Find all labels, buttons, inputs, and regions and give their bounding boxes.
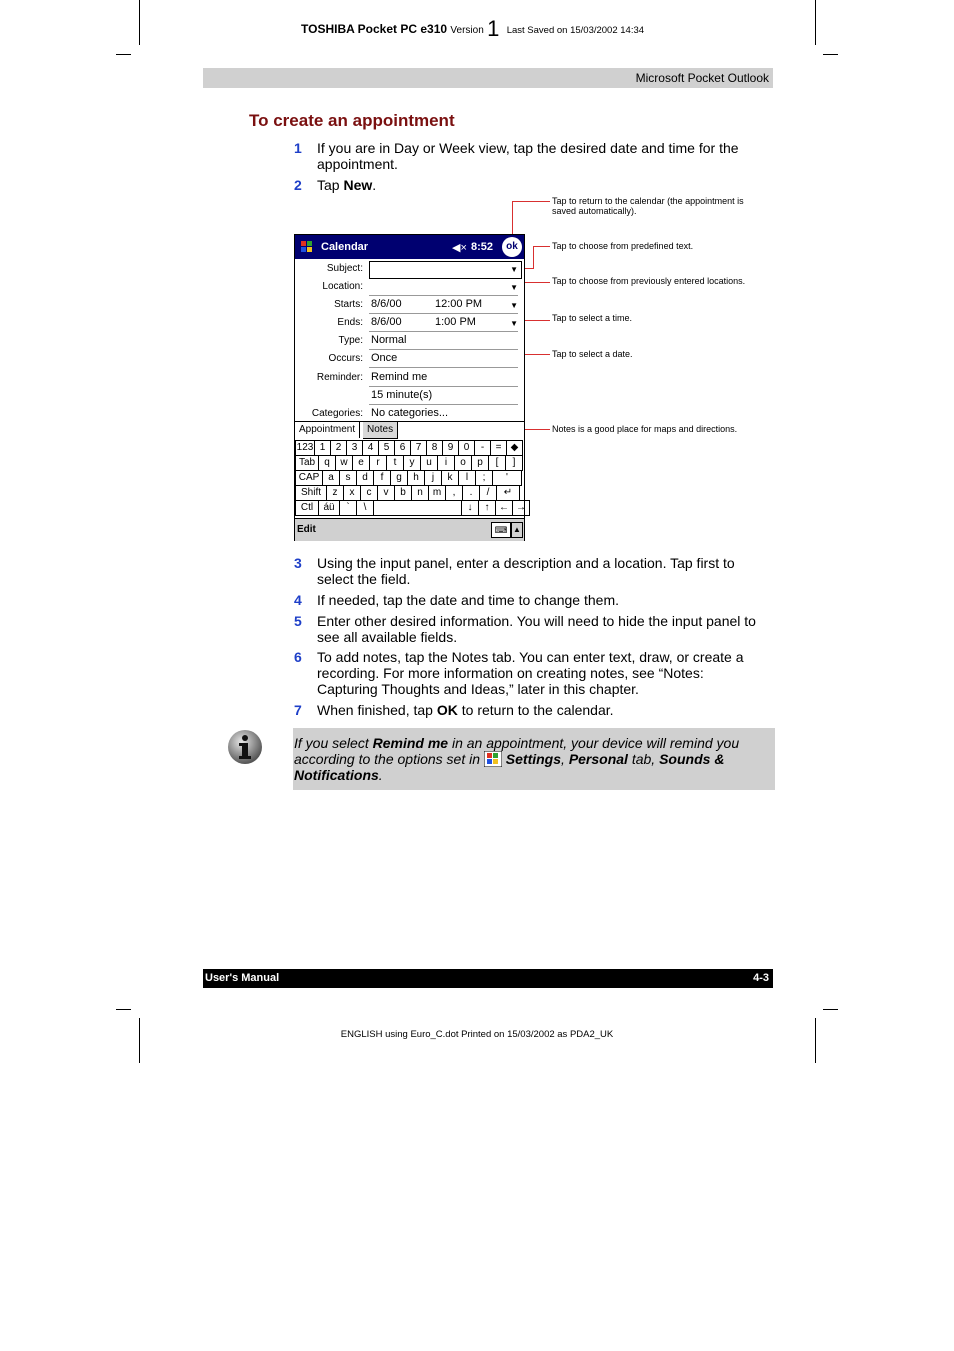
key[interactable]: , [445, 485, 463, 501]
step-number: 3 [294, 555, 302, 571]
occurs-value[interactable]: Once [371, 352, 398, 364]
key[interactable]: t [386, 455, 404, 471]
crop-mark [815, 0, 816, 45]
key[interactable]: a [322, 470, 340, 486]
step-number: 5 [294, 613, 302, 629]
page-number: 4-3 [753, 972, 769, 984]
key[interactable]: Ctl [295, 500, 319, 516]
key[interactable]: - [474, 440, 491, 456]
key[interactable]: . [462, 485, 480, 501]
field-subject[interactable] [295, 260, 524, 278]
field-label: Location: [322, 281, 363, 292]
subject-input[interactable] [369, 261, 522, 279]
dropdown-arrow-icon[interactable]: ▼ [510, 265, 518, 274]
key[interactable]: ] [505, 455, 523, 471]
key[interactable]: c [360, 485, 378, 501]
field-label: Type: [338, 335, 363, 346]
key[interactable]: 3 [346, 440, 363, 456]
version-label: Version [450, 25, 484, 36]
key[interactable]: [ [488, 455, 506, 471]
input-panel-arrow-icon[interactable]: ▲ [511, 522, 523, 538]
field-label: Reminder: [316, 372, 363, 383]
end-date[interactable]: 8/6/00 [371, 316, 402, 328]
key[interactable]: j [424, 470, 442, 486]
key[interactable]: h [407, 470, 425, 486]
key[interactable]: CAP [295, 470, 323, 486]
step-text: To add notes, tap the Notes tab. You can enter text, draw, or create a recording. For more information on creating notes, see “Notes: Capturing Thoughts and Ideas,” later in this chapter. [317, 649, 744, 697]
key[interactable]: áü [318, 500, 340, 516]
type-value[interactable]: Normal [371, 334, 407, 346]
callout-predefined: Tap to choose from predefined text. [552, 241, 694, 251]
key[interactable]: ' [492, 470, 522, 486]
soft-keyboard [295, 440, 524, 518]
callout-line [512, 201, 513, 237]
keyboard-icon[interactable]: ⌨ [491, 522, 511, 538]
field-location[interactable] [295, 278, 524, 296]
key[interactable]: o [454, 455, 472, 471]
key[interactable]: 6 [394, 440, 411, 456]
key[interactable]: 1 [314, 440, 331, 456]
step-text: If needed, tap the date and time to change them. [317, 592, 619, 608]
product-name: TOSHIBA Pocket PC e310 [301, 22, 448, 36]
arrow-up-key[interactable]: ↑ [478, 500, 496, 516]
categories-value[interactable]: No categories... [371, 407, 449, 419]
footer-bar [203, 969, 773, 988]
key[interactable]: 4 [362, 440, 379, 456]
key[interactable]: u [420, 455, 438, 471]
key[interactable]: / [479, 485, 497, 501]
tab-notes[interactable]: Notes [363, 422, 398, 439]
section-bar [203, 68, 773, 88]
edit-menu[interactable]: Edit [297, 524, 316, 535]
field-reminder-time[interactable] [295, 387, 524, 405]
step-text: Enter other desired information. You will need to hide the input panel to see all available fields. [317, 613, 756, 645]
step-text: Tap New. [317, 177, 377, 193]
note-box [293, 728, 775, 790]
footer-left: User's Manual [205, 972, 280, 984]
key[interactable]: b [394, 485, 412, 501]
crop-mark [139, 0, 140, 45]
key[interactable]: q [318, 455, 336, 471]
key[interactable]: k [441, 470, 459, 486]
key[interactable]: 123 [295, 440, 315, 456]
dropdown-arrow-icon[interactable]: ▼ [510, 319, 518, 328]
callout-notes: Notes is a good place for maps and directions. [552, 424, 738, 434]
key[interactable]: w [335, 455, 353, 471]
section-title: Microsoft Pocket Outlook [635, 71, 769, 85]
field-starts[interactable] [295, 296, 524, 314]
crop-mark [116, 1009, 131, 1010]
key[interactable]: y [403, 455, 421, 471]
step-number: 6 [294, 649, 302, 665]
crop-mark [815, 1018, 816, 1063]
step-number: 1 [294, 140, 302, 156]
crop-mark [139, 1018, 140, 1063]
key[interactable]: 5 [378, 440, 395, 456]
ok-button[interactable]: ok [502, 237, 522, 257]
step-number: 2 [294, 177, 302, 193]
print-line: ENGLISH using Euro_C.dot Printed on 15/03/2002 as PDA2_UK [340, 1029, 614, 1040]
field-label: Categories: [311, 408, 363, 419]
key[interactable]: m [428, 485, 446, 501]
callout-date: Tap to select a date. [552, 349, 633, 359]
key[interactable]: Tab [295, 455, 319, 471]
info-icon [227, 729, 263, 765]
step-number: 4 [294, 592, 302, 608]
key[interactable]: Shift [295, 485, 327, 501]
step-text: Using the input panel, enter a description and a location. Tap first to select the field. [317, 555, 735, 587]
tab-appointment[interactable]: Appointment [295, 422, 360, 438]
enter-key[interactable]: ↵ [496, 485, 520, 501]
field-ends[interactable] [295, 314, 524, 332]
key[interactable]: 2 [330, 440, 347, 456]
keyboard-row [295, 455, 522, 470]
crop-mark [823, 54, 838, 55]
arrow-down-key[interactable]: ↓ [461, 500, 479, 516]
field-occurs[interactable] [295, 350, 524, 368]
start-menu-icon[interactable] [298, 238, 316, 256]
key[interactable]: v [377, 485, 395, 501]
step-text: When finished, tap OK to return to the calendar. [317, 702, 614, 718]
field-label: Subject: [326, 263, 363, 274]
callout-line [533, 246, 550, 247]
start-date[interactable]: 8/6/00 [371, 298, 402, 310]
space-key[interactable] [373, 500, 462, 516]
menu-bar [295, 518, 524, 541]
key[interactable]: = [490, 440, 507, 456]
field-label: Occurs: [328, 353, 363, 364]
reminder-time-value[interactable]: 15 minute(s) [371, 389, 433, 401]
field-label: Ends: [337, 317, 363, 328]
last-saved: Last Saved on 15/03/2002 14:34 [506, 25, 645, 36]
key[interactable]: d [356, 470, 374, 486]
key[interactable]: \ [356, 500, 374, 516]
callout-time: Tap to select a time. [552, 313, 633, 323]
key[interactable]: n [411, 485, 429, 501]
speaker-icon[interactable]: ◀× [452, 242, 467, 254]
start-menu-icon [484, 751, 502, 767]
key[interactable]: s [339, 470, 357, 486]
callout-line [533, 246, 534, 268]
key[interactable]: 7 [410, 440, 427, 456]
dropdown-arrow-icon[interactable]: ▼ [510, 301, 518, 310]
key[interactable]: f [373, 470, 391, 486]
field-label: Starts: [334, 299, 363, 310]
arrow-right-key[interactable]: → [512, 500, 530, 516]
start-time[interactable]: 12:00 PM [435, 298, 483, 310]
key[interactable]: ; [475, 470, 493, 486]
title-bar [295, 235, 524, 259]
key[interactable]: e [352, 455, 370, 471]
key[interactable]: x [343, 485, 361, 501]
key[interactable]: 0 [458, 440, 475, 456]
crop-mark [116, 54, 131, 55]
page-heading: To create an appointment [249, 111, 455, 130]
key[interactable]: r [369, 455, 387, 471]
keyboard-row [295, 500, 529, 515]
document-header [301, 13, 644, 39]
callout-line [512, 201, 550, 202]
key[interactable]: i [437, 455, 455, 471]
dropdown-arrow-icon[interactable]: ▼ [510, 283, 518, 292]
step-number: 7 [294, 702, 302, 718]
field-underline [369, 367, 518, 368]
arrow-left-key[interactable]: ← [495, 500, 513, 516]
end-time[interactable]: 1:00 PM [435, 316, 476, 328]
version-number: 1 [487, 16, 500, 41]
key[interactable]: g [390, 470, 408, 486]
keyboard-row [295, 470, 521, 485]
key[interactable]: p [471, 455, 489, 471]
field-type[interactable] [295, 332, 524, 350]
field-reminder[interactable] [295, 369, 524, 387]
clock[interactable]: 8:52 [471, 241, 494, 253]
callout-ok: Tap to return to the calendar (the appointment is saved automatically). [552, 196, 744, 216]
keyboard-row [295, 440, 522, 455]
key[interactable]: l [458, 470, 476, 486]
key[interactable]: z [326, 485, 344, 501]
tab-strip [295, 421, 524, 440]
key[interactable]: ` [339, 500, 357, 516]
backspace-key[interactable]: ◆ [506, 440, 523, 456]
key[interactable]: 9 [442, 440, 459, 456]
key[interactable]: 8 [426, 440, 443, 456]
reminder-value[interactable]: Remind me [371, 371, 428, 383]
step-text: If you are in Day or Week view, tap the desired date and time for the appointment. [317, 140, 739, 172]
note-text: If you select Remind me in an appointment, your device will remind you according to the options set in Settings, Personal tab, Sounds & Notifications. [294, 735, 740, 783]
pocketpc-screen [294, 234, 525, 541]
keyboard-row [295, 485, 519, 500]
callout-locations: Tap to choose from previously entered locations. [552, 276, 746, 286]
app-title: Calendar [321, 241, 369, 253]
crop-mark [823, 1009, 838, 1010]
